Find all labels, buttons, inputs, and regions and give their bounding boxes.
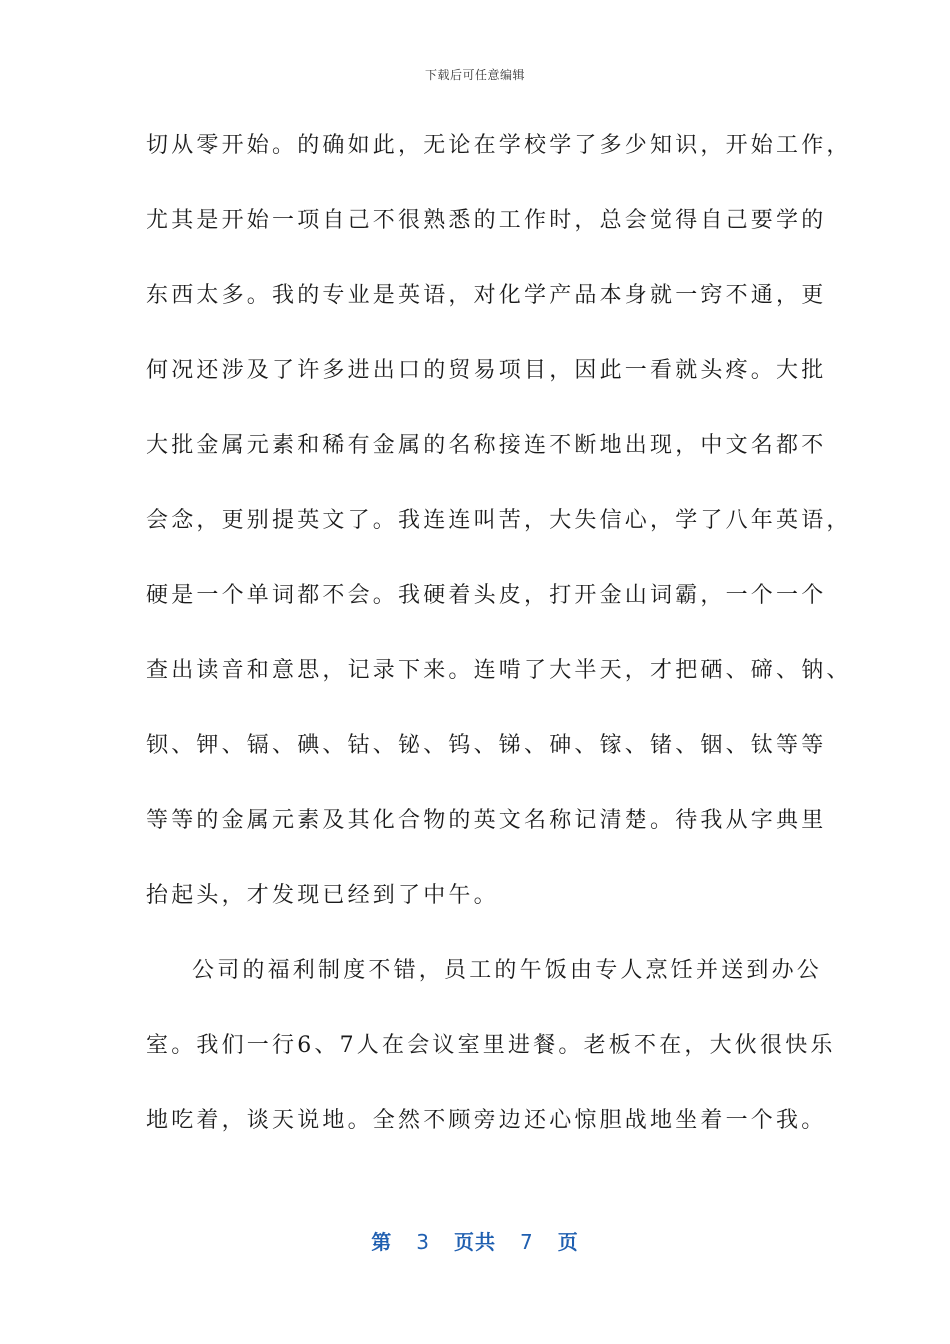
document-body bbox=[146, 118, 852, 1168]
text-line: 切从零开始。的确如此，无论在学校学了多少知识，开始工作， bbox=[146, 133, 852, 158]
total-page-count: 7 bbox=[520, 1230, 534, 1254]
page-number-footer bbox=[0, 1226, 950, 1255]
current-page-number: 3 bbox=[416, 1230, 430, 1254]
text-line: 地吃着，谈天说地。全然不顾旁边还心惊胆战地坐着一个我。 bbox=[146, 1108, 827, 1133]
text-line: 东西太多。我的专业是英语，对化学产品本身就一窍不通，更 bbox=[146, 283, 827, 308]
page-middle-text: 页共 bbox=[454, 1230, 496, 1254]
text-line: 等等的金属元素及其化合物的英文名称记清楚。待我从字典里 bbox=[146, 808, 827, 833]
text-line: 大批金属元素和稀有金属的名称接连不断地出现，中文名都不 bbox=[146, 433, 827, 458]
page-prefix: 第 bbox=[371, 1230, 393, 1254]
text-line: 会念，更别提英文了。我连连叫苦，大失信心，学了八年英语， bbox=[146, 508, 852, 533]
text-line: 硬是一个单词都不会。我硬着头皮，打开金山词霸，一个一个 bbox=[146, 583, 827, 608]
paragraph-first-line: 公司的福利制度不错，员工的午饭由专人烹饪并送到办公 bbox=[192, 958, 823, 983]
text-line: 何况还涉及了许多进出口的贸易项目，因此一看就头疼。大批 bbox=[146, 358, 827, 383]
text-line: 抬起头，才发现已经到了中午。 bbox=[146, 883, 499, 908]
page-suffix: 页 bbox=[557, 1230, 579, 1254]
text-line: 尤其是开始一项自己不很熟悉的工作时，总会觉得自己要学的 bbox=[146, 208, 827, 233]
page-header-note: 下载后可任意编辑 bbox=[424, 68, 525, 82]
text-line: 室。我们一行6、7人在会议室里进餐。老板不在，大伙很快乐 bbox=[146, 1033, 836, 1058]
text-line: 查出读音和意思，记录下来。连啃了大半天，才把硒、碲、钠、 bbox=[146, 658, 852, 683]
text-line: 钡、钾、镉、碘、钴、铋、钨、锑、砷、镓、锗、铟、钛等等 bbox=[146, 733, 827, 758]
